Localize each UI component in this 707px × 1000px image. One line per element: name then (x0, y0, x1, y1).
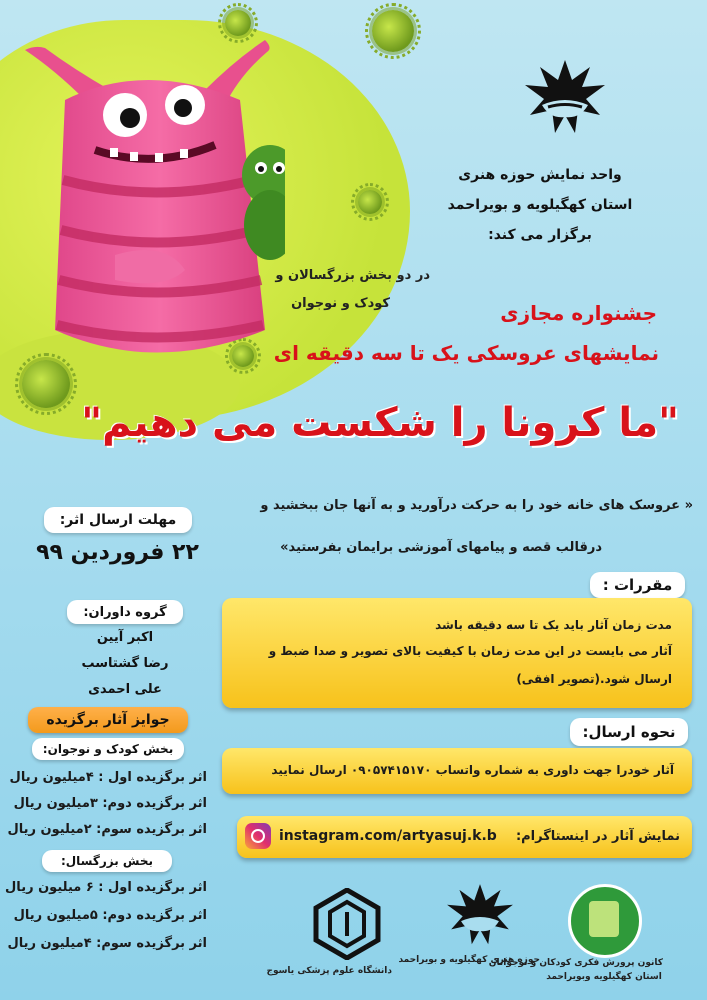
rules-panel (222, 598, 692, 708)
kanoon-caption-line1: کانون پرورش فکری کودکان و نوجوانان (488, 958, 663, 968)
organizer-line1: واحد نمایش حوزه هنری (458, 167, 622, 183)
prizes-label (28, 707, 188, 733)
submission-panel (222, 748, 692, 794)
organizer-block (420, 160, 660, 250)
kids-prizes-label (32, 738, 184, 760)
rules-line2: آثار می بایست در این مدت زمان با کیفیت بالای تصویر و صدا ضبط و (268, 644, 672, 658)
university-logo (312, 888, 382, 960)
kids-prize-line: اثر برگزیده اول : ۴میلیون ریال (9, 770, 207, 785)
deadline-date: ۲۲ فروردین ۹۹ (36, 540, 199, 565)
kids-prize-line: اثر برگزیده سوم: ۲میلیون ریال (7, 822, 207, 837)
organizer-line3: برگزار می کند: (488, 227, 592, 243)
sections-note-line2: کودک و نوجوان (291, 296, 390, 311)
submission-label-text: نحوه ارسال: (582, 723, 676, 741)
rules-label-text: مقررات : (602, 576, 673, 594)
sections-note-line1: در دو بخش بزرگسالان و (275, 268, 430, 283)
festival-subtitle2: نمایشهای عروسکی یک تا سه دقیقه ای (273, 341, 659, 365)
jury-label-text: گروه داوران: (83, 604, 167, 620)
adults-prizes-label-text: بخش بزرگسال: (60, 854, 154, 868)
festival-title: "ما کرونا را شکست می دهیم" (81, 400, 679, 446)
instagram-icon (245, 823, 271, 849)
deadline-label (44, 507, 192, 533)
instagram-panel (237, 816, 692, 858)
submission-label (570, 718, 688, 746)
adults-prize-line: اثر برگزیده سوم: ۴میلیون ریال (7, 936, 207, 951)
festival-subtitle1: جشنواره مجازی (500, 301, 657, 325)
instagram-label: نمایش آثار در اینستاگرام: (515, 829, 680, 844)
adults-prizes-label (42, 850, 172, 872)
deadline-label-text: مهلت ارسال اثر: (59, 512, 177, 528)
hozeh-honari-bottom-logo (440, 880, 520, 950)
kanoon-logo (568, 884, 642, 958)
kids-prize-line: اثر برگزیده دوم: ۳میلیون ریال (13, 796, 207, 811)
jury-label (67, 600, 183, 624)
hozeh-honari-caption: حوزه هنری کهگیلویه و بویراحمد (398, 955, 540, 965)
sections-note (250, 262, 430, 318)
jury-member: رضا گشتاسب (81, 656, 169, 671)
prizes-label-text: جوایز آثار برگزیده (46, 712, 170, 728)
adults-prize-line: اثر برگزیده اول : ۶ میلیون ریال (5, 880, 207, 895)
kanoon-logo-inner-icon (589, 901, 619, 937)
organizer-line2: استان کهگیلویه و بویراحمد (447, 197, 633, 213)
adults-prize-line: اثر برگزیده دوم: ۵میلیون ریال (13, 908, 207, 923)
hozeh-honari-logo (520, 55, 610, 140)
rules-line1: مدت زمان آثار باید یک تا سه دقیقه باشد (435, 618, 672, 632)
submission-text: آثار خودرا جهت داوری به شماره واتساب ۰۹۰۵۷۴۱۵۱۷۰ ارسال نمایید (271, 763, 674, 777)
kanoon-caption-line2: استان کهگیلویه وبویراحمد (546, 972, 662, 982)
virus-icon (358, 190, 382, 214)
invitation-line1: « عروسک های خانه خود را به حرکت درآورید و به آنها جان ببخشید و (260, 498, 693, 513)
rules-line3: ارسال شود.(تصویر افقی) (516, 672, 672, 686)
virus-icon (372, 10, 414, 52)
university-caption: دانشگاه علوم پزشکی یاسوج (266, 966, 392, 976)
jury-member: علی احمدی (88, 682, 162, 697)
invitation-line2: درقالب قصه و پیامهای آموزشی برایمان بفرستید» (280, 540, 602, 555)
kids-prizes-label-text: بخش کودک و نوجوان: (42, 742, 174, 756)
pink-monster-illustration (15, 30, 285, 370)
jury-member: اکبر آیین (96, 630, 154, 645)
instagram-handle[interactable]: instagram.com/artyasuj.k.b (279, 828, 497, 844)
rules-label (590, 572, 685, 598)
